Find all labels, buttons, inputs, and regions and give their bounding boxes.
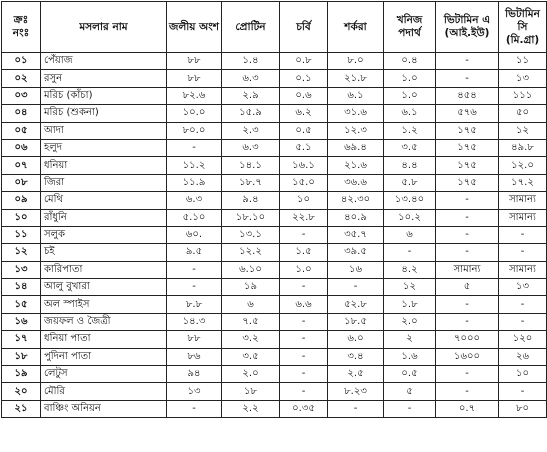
header-serial: ক্রঃ নংঃ (2, 2, 41, 53)
serial-cell: ০২ (2, 70, 41, 87)
vitamin-a-cell: - (436, 296, 499, 313)
moisture-cell: - (167, 261, 222, 278)
protein-cell: ৭.৫ (222, 313, 280, 330)
protein-cell: ১৯ (222, 279, 280, 296)
mineral-cell: ২ (384, 331, 436, 348)
mineral-cell: ৬ (384, 226, 436, 243)
mineral-cell: ৫ (384, 383, 436, 400)
serial-cell: ১৭ (2, 331, 41, 348)
protein-cell: ১৪.১ (222, 157, 280, 174)
serial-cell: ০১ (2, 53, 41, 70)
vitamin-a-cell: - (436, 226, 499, 243)
moisture-cell: ৮৬ (167, 348, 222, 365)
moisture-cell: ৮২.৬ (167, 87, 222, 104)
table-row (2, 53, 547, 70)
spice-name-cell: মৌরি (41, 383, 167, 400)
serial-cell: ০৫ (2, 122, 41, 139)
fat-cell: - (280, 313, 328, 330)
vitamin-c-cell: সামান্য (499, 192, 547, 209)
vitamin-c-cell: - (499, 313, 547, 330)
mineral-cell: ১.৬ (384, 348, 436, 365)
spice-name-cell: মরিচ (কাঁচা) (41, 87, 167, 104)
protein-cell: ১৮.১০ (222, 209, 280, 226)
serial-cell: ১২ (2, 244, 41, 261)
vitamin-c-cell: - (499, 296, 547, 313)
vitamin-a-cell: - (436, 192, 499, 209)
header-moisture: জলীয় অংশ (167, 2, 222, 53)
header-protein: প্রোটিন (222, 2, 280, 53)
carbohydrate-cell: ১৬ (328, 261, 384, 278)
serial-cell: ১৪ (2, 279, 41, 296)
moisture-cell: ৯৪ (167, 366, 222, 383)
moisture-cell: - (167, 139, 222, 156)
vitamin-a-cell: ১৬০০ (436, 348, 499, 365)
carbohydrate-cell: ৬.১ (328, 87, 384, 104)
spice-nutrition-table (1, 1, 547, 418)
spice-name-cell: চই (41, 244, 167, 261)
spice-name-cell: মরিচ (শুকনা) (41, 105, 167, 122)
fat-cell: ০.১ (280, 70, 328, 87)
protein-cell: ২.৩ (222, 122, 280, 139)
carbohydrate-cell: ৬৯.৪ (328, 139, 384, 156)
moisture-cell: ৮৮ (167, 53, 222, 70)
vitamin-a-cell: সামান্য (436, 261, 499, 278)
spice-name-cell: অল স্পাইস (41, 296, 167, 313)
protein-cell: ৩.২ (222, 331, 280, 348)
table-row (2, 244, 547, 261)
spice-name-cell: সলুক (41, 226, 167, 243)
spice-name-cell: মেথি (41, 192, 167, 209)
carbohydrate-cell: ৩৬.৬ (328, 174, 384, 191)
carbohydrate-cell: ৩১.৬ (328, 105, 384, 122)
serial-cell: ২০ (2, 383, 41, 400)
spice-name-cell: লেটুস (41, 366, 167, 383)
moisture-cell: ৮০.০ (167, 122, 222, 139)
serial-cell: ১৯ (2, 366, 41, 383)
vitamin-a-cell: - (436, 313, 499, 330)
vitamin-c-cell: ১২০ (499, 331, 547, 348)
protein-cell: ১৫.৯ (222, 105, 280, 122)
vitamin-c-cell: ১৭.২ (499, 174, 547, 191)
fat-cell: ০.৫ (280, 122, 328, 139)
carbohydrate-cell: ২.৫ (328, 366, 384, 383)
vitamin-a-cell: - (436, 383, 499, 400)
serial-cell: ১৩ (2, 261, 41, 278)
protein-cell: ৬.৩ (222, 70, 280, 87)
vitamin-a-cell: ১৭৫ (436, 139, 499, 156)
vitamin-c-cell: সামান্য (499, 209, 547, 226)
vitamin-c-cell: ৪৯.৮ (499, 139, 547, 156)
carbohydrate-cell: ২১.৮ (328, 70, 384, 87)
table-row (2, 296, 547, 313)
fat-cell: - (280, 331, 328, 348)
fat-cell: - (280, 279, 328, 296)
table-row (2, 226, 547, 243)
mineral-cell: ১০.২ (384, 209, 436, 226)
table-row (2, 400, 547, 417)
spice-name-cell: ধনিয়া (41, 157, 167, 174)
protein-cell: ৬ (222, 296, 280, 313)
header-carbohydrate: শর্করা (328, 2, 384, 53)
carbohydrate-cell: ৮.০ (328, 53, 384, 70)
fat-cell: ৬.৬ (280, 296, 328, 313)
spice-name-cell: আদা (41, 122, 167, 139)
vitamin-a-cell: ০.৭ (436, 400, 499, 417)
mineral-cell: ০.৪ (384, 53, 436, 70)
vitamin-c-cell: ৮০ (499, 400, 547, 417)
fat-cell: - (280, 383, 328, 400)
vitamin-a-cell: - (436, 209, 499, 226)
header-spice-name: মসলার নাম (41, 2, 167, 53)
vitamin-c-cell: ১১ (499, 53, 547, 70)
fat-cell: - (280, 366, 328, 383)
vitamin-c-cell: ১২ (499, 122, 547, 139)
carbohydrate-cell: - (328, 279, 384, 296)
moisture-cell: ১৩ (167, 383, 222, 400)
spice-name-cell: হলুদ (41, 139, 167, 156)
table-row (2, 383, 547, 400)
mineral-cell: ৬.১ (384, 105, 436, 122)
serial-cell: ০৭ (2, 157, 41, 174)
fat-cell: ০.৩৫ (280, 400, 328, 417)
mineral-cell: - (384, 400, 436, 417)
serial-cell: ১৮ (2, 348, 41, 365)
carbohydrate-cell: ৪০.৯ (328, 209, 384, 226)
spice-name-cell: কারিপাতা (41, 261, 167, 278)
table-row (2, 313, 547, 330)
fat-cell: ০.৬ (280, 87, 328, 104)
carbohydrate-cell: ৫২.৮ (328, 296, 384, 313)
spice-name-cell: পুদিনা পাতা (41, 348, 167, 365)
serial-cell: ০৮ (2, 174, 41, 191)
table-row (2, 261, 547, 278)
vitamin-c-cell: ৫০ (499, 105, 547, 122)
protein-cell: ৬.১০ (222, 261, 280, 278)
vitamin-a-cell: ৪৫৪ (436, 87, 499, 104)
mineral-cell: - (384, 244, 436, 261)
fat-cell: ১৬.১ (280, 157, 328, 174)
spice-name-cell: রাঁধুনি (41, 209, 167, 226)
protein-cell: ২.৯ (222, 87, 280, 104)
fat-cell: ১০ (280, 192, 328, 209)
serial-cell: ২১ (2, 400, 41, 417)
protein-cell: ১৩.১ (222, 226, 280, 243)
table-row (2, 279, 547, 296)
protein-cell: ১৮.৭ (222, 174, 280, 191)
moisture-cell: ৮.৮ (167, 296, 222, 313)
vitamin-a-cell: - (436, 366, 499, 383)
mineral-cell: ০.৫ (384, 366, 436, 383)
protein-cell: ৯.৪ (222, 192, 280, 209)
serial-cell: ১০ (2, 209, 41, 226)
carbohydrate-cell: ১৮.৫ (328, 313, 384, 330)
carbohydrate-cell: - (328, 400, 384, 417)
spice-name-cell: জিরা (41, 174, 167, 191)
moisture-cell: ৯.৫ (167, 244, 222, 261)
vitamin-c-cell: ১৩ (499, 279, 547, 296)
moisture-cell: ১৪.৩ (167, 313, 222, 330)
vitamin-c-cell: ১০ (499, 366, 547, 383)
vitamin-c-cell: - (499, 244, 547, 261)
serial-cell: ০৯ (2, 192, 41, 209)
protein-cell: ২.০ (222, 366, 280, 383)
vitamin-c-cell: - (499, 226, 547, 243)
carbohydrate-cell: ১২.৩ (328, 122, 384, 139)
fat-cell: ১.৫ (280, 244, 328, 261)
vitamin-a-cell: ৭০০০ (436, 331, 499, 348)
fat-cell: - (280, 226, 328, 243)
serial-cell: ১৬ (2, 313, 41, 330)
vitamin-a-cell: ৫৭৬ (436, 105, 499, 122)
table-row (2, 105, 547, 122)
serial-cell: ১১ (2, 226, 41, 243)
vitamin-a-cell: - (436, 53, 499, 70)
mineral-cell: ১.০ (384, 87, 436, 104)
mineral-cell: ৪.২ (384, 261, 436, 278)
vitamin-c-cell: ১৩ (499, 70, 547, 87)
table-row (2, 348, 547, 365)
fat-cell: ২২.৮ (280, 209, 328, 226)
protein-cell: ২.২ (222, 400, 280, 417)
carbohydrate-cell: ২১.৬ (328, 157, 384, 174)
serial-cell: ০৪ (2, 105, 41, 122)
serial-cell: ০৩ (2, 87, 41, 104)
header-vitamin-a: ভিটামিন এ (আই.ইউ) (436, 2, 499, 53)
fat-cell: ১৫.০ (280, 174, 328, 191)
fat-cell: ৫.১ (280, 139, 328, 156)
table-row (2, 70, 547, 87)
vitamin-c-cell: ১১১ (499, 87, 547, 104)
protein-cell: ৩.৫ (222, 348, 280, 365)
mineral-cell: ১.৮ (384, 296, 436, 313)
carbohydrate-cell: ৩.৪ (328, 348, 384, 365)
carbohydrate-cell: ৪২.৩০ (328, 192, 384, 209)
protein-cell: ১২.২ (222, 244, 280, 261)
protein-cell: ১.৪ (222, 53, 280, 70)
mineral-cell: ৩.৫ (384, 139, 436, 156)
spice-name-cell: বাঞ্চিং অনিয়ন (41, 400, 167, 417)
mineral-cell: ১২ (384, 279, 436, 296)
vitamin-a-cell: ১৭৫ (436, 174, 499, 191)
carbohydrate-cell: ৩৯.৫ (328, 244, 384, 261)
carbohydrate-cell: ৮.২৩ (328, 383, 384, 400)
carbohydrate-cell: ৬.০ (328, 331, 384, 348)
moisture-cell: ৫.১০ (167, 209, 222, 226)
moisture-cell: ৮৮ (167, 331, 222, 348)
table-row (2, 366, 547, 383)
table-row (2, 209, 547, 226)
vitamin-c-cell: ১২.০ (499, 157, 547, 174)
fat-cell: ৬.২ (280, 105, 328, 122)
serial-cell: ১৫ (2, 296, 41, 313)
fat-cell: - (280, 348, 328, 365)
mineral-cell: ১.২ (384, 122, 436, 139)
spice-name-cell: পেঁয়াজ (41, 53, 167, 70)
table-row (2, 139, 547, 156)
vitamin-a-cell: ১৭৫ (436, 122, 499, 139)
spice-name-cell: রসুন (41, 70, 167, 87)
protein-cell: ৬.৩ (222, 139, 280, 156)
vitamin-a-cell: ৫ (436, 279, 499, 296)
moisture-cell: ৮৮ (167, 70, 222, 87)
moisture-cell: ১০.০ (167, 105, 222, 122)
table-body (2, 53, 547, 418)
vitamin-c-cell: - (499, 383, 547, 400)
table-row (2, 157, 547, 174)
moisture-cell: ৬০. (167, 226, 222, 243)
table-row (2, 192, 547, 209)
spice-name-cell: জয়ফল ও জৈত্রী (41, 313, 167, 330)
vitamin-a-cell: - (436, 70, 499, 87)
spice-name-cell: আলু বুখারা (41, 279, 167, 296)
header-fat: চর্বি (280, 2, 328, 53)
vitamin-c-cell: ২৬ (499, 348, 547, 365)
vitamin-c-cell: সামান্য (499, 261, 547, 278)
protein-cell: ১৮ (222, 383, 280, 400)
spice-name-cell: ধনিয়া পাতা (41, 331, 167, 348)
mineral-cell: ১৩.৪০ (384, 192, 436, 209)
mineral-cell: ২.০ (384, 313, 436, 330)
moisture-cell: ৬.৩ (167, 192, 222, 209)
moisture-cell: - (167, 279, 222, 296)
header-row (2, 2, 547, 53)
table-row (2, 331, 547, 348)
mineral-cell: ৪.৪ (384, 157, 436, 174)
header-vitamin-c: ভিটামিন সি (মি.গ্রা) (499, 2, 547, 53)
table-row (2, 174, 547, 191)
header-mineral: খনিজ পদার্থ (384, 2, 436, 53)
mineral-cell: ১.০ (384, 70, 436, 87)
moisture-cell: ১১.২ (167, 157, 222, 174)
table-row (2, 122, 547, 139)
mineral-cell: ৫.৮ (384, 174, 436, 191)
moisture-cell: ১১.৯ (167, 174, 222, 191)
moisture-cell: - (167, 400, 222, 417)
serial-cell: ০৬ (2, 139, 41, 156)
carbohydrate-cell: ৩৫.৭ (328, 226, 384, 243)
vitamin-a-cell: ১৭৫ (436, 157, 499, 174)
fat-cell: ০.৮ (280, 53, 328, 70)
vitamin-a-cell: - (436, 244, 499, 261)
fat-cell: ১.০ (280, 261, 328, 278)
table-row (2, 87, 547, 104)
